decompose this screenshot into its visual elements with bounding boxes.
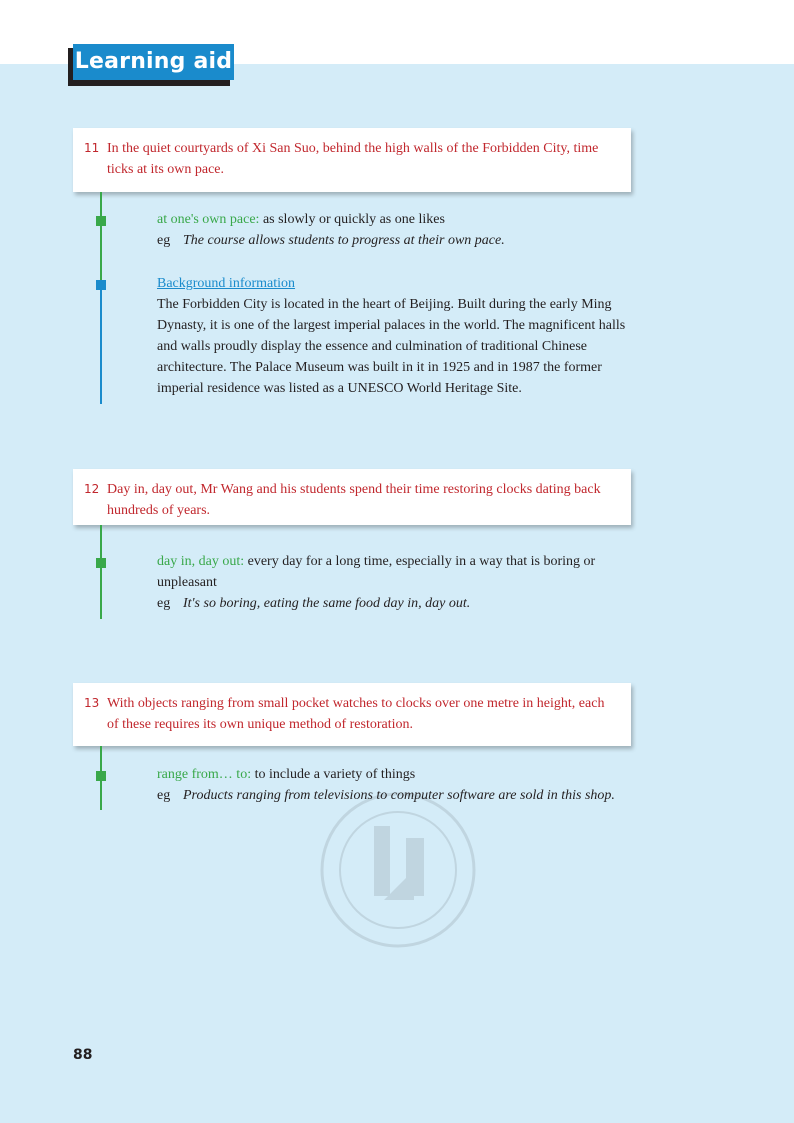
vocabulary-definition — [157, 551, 627, 593]
sentence-box-12 — [73, 469, 631, 525]
background-note — [157, 273, 633, 399]
publisher-watermark-icon — [318, 790, 478, 950]
page-number: 88 — [73, 1047, 93, 1063]
sentence-text: Day in, day out, Mr Wang and his students spend their time restoring clocks dating back hundreds of years. — [107, 482, 601, 518]
vocabulary-term: day in, day out: — [157, 554, 245, 569]
sentence-box-11 — [73, 128, 631, 192]
definition-text: as slowly or quickly as one likes — [259, 212, 445, 227]
vocabulary-note — [157, 209, 637, 251]
vocabulary-term: range from… to: — [157, 767, 252, 782]
sentence-number: 13 — [84, 696, 100, 710]
vocabulary-note — [157, 551, 627, 614]
example-line — [157, 230, 637, 251]
background-title: Background information — [157, 276, 296, 291]
definition-text: to include a variety of things — [251, 767, 416, 782]
sentence-box-13 — [73, 683, 631, 746]
connector-line-blue — [100, 280, 102, 404]
eg-label: eg — [157, 788, 171, 803]
sentence-text: With objects ranging from small pocket watches to clocks over one metre in height, each of these requires its own unique method of restoration. — [107, 696, 605, 732]
eg-label: eg — [157, 596, 171, 611]
example-text: Products ranging from televisions to computer software are sold in this shop. — [183, 788, 615, 803]
eg-label: eg — [157, 233, 171, 248]
background-text: The Forbidden City is located in the heart of Beijing. Built during the early Ming Dynasty, it is one of the largest imperial palaces in the world. The magnificent halls and walls proudly display the essence and culmination of traditional Chinese architecture. The Palace Museum was built in it in 1925 and in 1987 the former imperial residence was listed as a UNESCO World Heritage Site. — [157, 297, 626, 396]
vocabulary-marker-icon — [96, 558, 106, 568]
definition-text: every day for a long time, especially in a way that is boring or unpleasant — [157, 554, 596, 590]
vocabulary-marker-icon — [96, 216, 106, 226]
vocabulary-term: at one's own pace: — [157, 212, 260, 227]
background-marker-icon — [96, 280, 106, 290]
example-line — [157, 593, 627, 614]
example-text: The course allows students to progress at their own pace. — [183, 233, 505, 248]
page-title: Learning aid — [73, 44, 234, 80]
sentence-number: 12 — [84, 482, 100, 496]
sentence-number: 11 — [84, 141, 100, 155]
vocabulary-definition — [157, 209, 637, 230]
vocabulary-definition — [157, 764, 647, 785]
vocabulary-marker-icon — [96, 771, 106, 781]
example-text: It's so boring, eating the same food day in, day out. — [183, 596, 471, 611]
sentence-text: In the quiet courtyards of Xi San Suo, behind the high walls of the Forbidden City, time ticks at its own pace. — [107, 141, 599, 177]
connector-line-green — [100, 525, 102, 619]
